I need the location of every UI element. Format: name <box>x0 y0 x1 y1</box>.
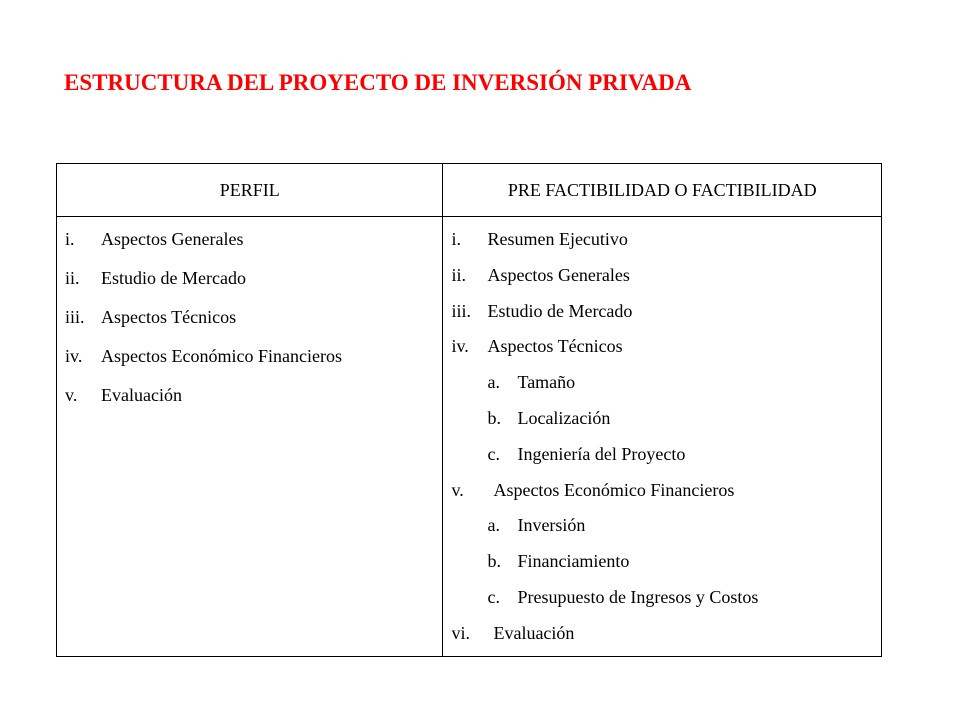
item-number: b. <box>487 407 501 428</box>
list-item <box>65 304 442 343</box>
item-number: ii. <box>65 268 80 288</box>
factibilidad-cell <box>443 217 882 657</box>
list-item <box>65 382 442 421</box>
header-factibilidad: PRE FACTIBILIDAD O FACTIBILIDAD <box>443 164 882 217</box>
item-text: Financiamiento <box>517 551 630 572</box>
item-text: Evaluación <box>493 622 575 643</box>
sub-list-item <box>451 405 881 441</box>
item-number: a. <box>487 515 500 536</box>
perfil-cell <box>57 217 443 657</box>
structure-table <box>56 163 882 657</box>
sub-list-item <box>451 584 881 620</box>
item-number: i. <box>451 229 461 249</box>
item-number: ii. <box>451 264 466 285</box>
item-number: iii. <box>65 307 85 327</box>
list-item <box>451 262 881 298</box>
item-text: Tamaño <box>517 372 576 393</box>
list-item <box>65 226 442 265</box>
table-header-row <box>57 164 882 217</box>
item-number: iii. <box>451 300 471 321</box>
item-text: Estudio de Mercado <box>101 268 246 288</box>
item-text: Localización <box>517 407 611 428</box>
item-number: b. <box>487 551 501 572</box>
list-item <box>65 343 442 382</box>
item-number: v. <box>65 385 78 405</box>
item-number: iv. <box>451 336 469 357</box>
list-item <box>65 265 442 304</box>
item-text: Estudio de Mercado <box>487 300 633 321</box>
item-text: Presupuesto de Ingresos y Costos <box>517 586 759 607</box>
item-number: iv. <box>65 346 83 366</box>
item-text: Aspectos Técnicos <box>487 336 623 357</box>
item-number: v. <box>451 479 464 500</box>
sub-list-item <box>451 441 881 477</box>
item-text: Resumen Ejecutivo <box>487 229 628 249</box>
table-body-row <box>57 217 882 657</box>
factibilidad-list <box>443 217 881 656</box>
sub-list-item <box>451 512 881 548</box>
item-text: Aspectos Económico Financieros <box>101 346 342 366</box>
item-text: Evaluación <box>101 385 182 405</box>
list-item <box>451 477 881 513</box>
item-text: Aspectos Generales <box>487 264 630 285</box>
list-item <box>451 333 881 369</box>
item-number: a. <box>487 372 500 393</box>
item-number: vi. <box>451 622 470 643</box>
item-text: Ingeniería del Proyecto <box>517 443 686 464</box>
sub-list-item <box>451 548 881 584</box>
list-item <box>451 298 881 334</box>
item-text: Aspectos Técnicos <box>101 307 237 327</box>
item-text: Inversión <box>517 515 586 536</box>
page-title: ESTRUCTURA DEL PROYECTO DE INVERSIÓN PRIVADA <box>64 70 692 95</box>
perfil-list <box>57 217 442 421</box>
header-perfil: PERFIL <box>57 164 443 217</box>
item-number: i. <box>65 229 75 249</box>
item-text: Aspectos Generales <box>101 229 244 249</box>
item-number: c. <box>487 586 500 607</box>
item-number: c. <box>487 443 500 464</box>
list-item <box>451 226 881 262</box>
sub-list-item <box>451 369 881 405</box>
list-item <box>451 620 881 656</box>
item-text: Aspectos Económico Financieros <box>493 479 735 500</box>
